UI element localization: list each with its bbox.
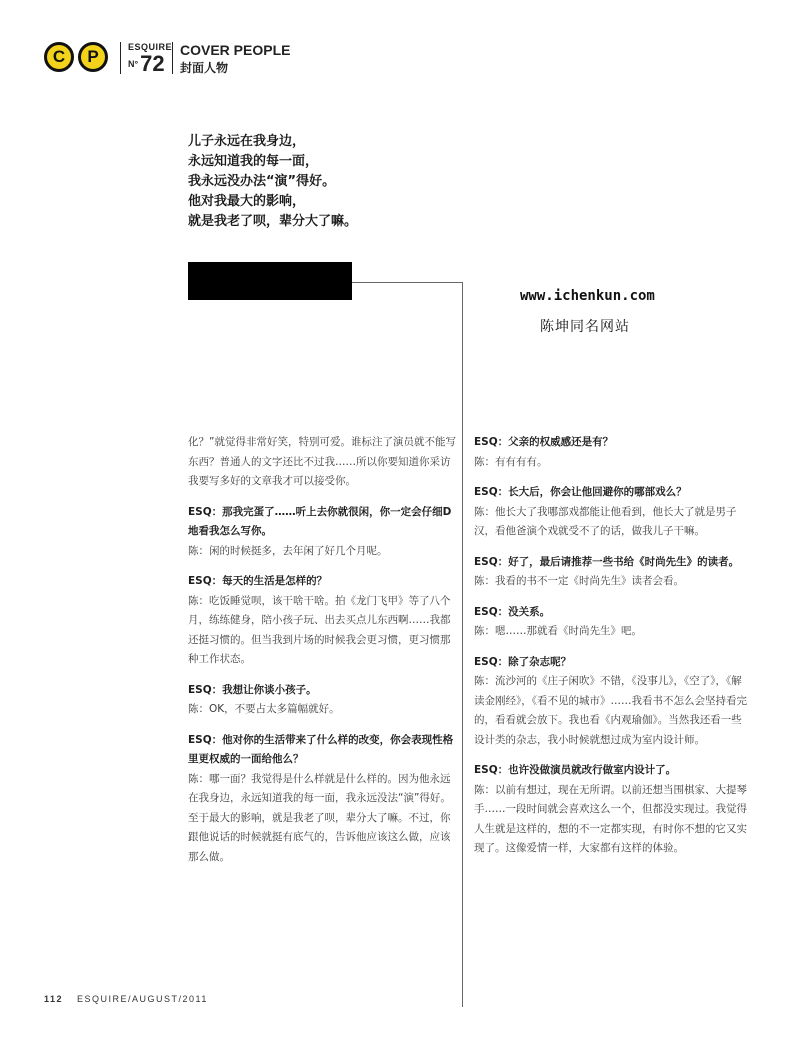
qa-block <box>474 433 749 472</box>
qa-block <box>188 681 456 720</box>
pull-quote-line: 就是我老了呗，辈分大了嘛。 <box>188 214 358 229</box>
page-footer <box>44 994 208 1004</box>
question: ESQ：我想让你谈小孩子。 <box>188 683 317 696</box>
intro-paragraph: 化？”就觉得非常好笑，特别可爱。谁标注了演员就不能写东西？普通人的文字还比不过我……所以你要知道你采访我要写多好的文章我才可以接受你。 <box>188 436 456 487</box>
magazine-name: ESQUIRE <box>128 42 173 52</box>
answer: 陈：流沙河的《庄子闲吹》不错，《没事儿》，《空了》，《解读金刚经》，《看不见的城市》……我看书不怎么会坚持看完的，看看就会放下。我也看《内观瑜伽》。当然我还看一些设计类的杂志，我小时候就想过成为室内设计师。 <box>474 675 747 746</box>
answer: 陈：有有有有。 <box>474 455 548 468</box>
header-divider-2 <box>172 42 173 74</box>
question: ESQ：父亲的权威感还是有？ <box>474 436 614 448</box>
question: ESQ：也许没做演员就改行做室内设计了。 <box>474 764 677 776</box>
question: ESQ：除了杂志呢？ <box>474 655 572 668</box>
answer: 陈：OK，不要占太多篇幅就好。 <box>188 703 340 715</box>
question: ESQ：长大后，你会让他回避你的哪部戏么？ <box>474 486 687 498</box>
question: ESQ：每天的生活是怎样的？ <box>188 575 328 587</box>
qa-block <box>474 483 749 542</box>
pull-quote-line: 他对我最大的影响， <box>188 194 306 209</box>
question: ESQ：那我完蛋了……听上去你就很闲，你一定会仔细D地看我怎么写你。 <box>188 505 452 537</box>
right-column <box>474 433 749 870</box>
question: ESQ：没关系。 <box>474 605 551 618</box>
column-rule-horizontal <box>352 282 462 283</box>
issue-number: $^{N^\circ}$72 <box>128 51 165 76</box>
pull-quote <box>188 132 488 232</box>
question: ESQ：好了，最后请推荐一些书给《时尚先生》的读者。 <box>474 555 740 568</box>
column-rule-vertical <box>462 282 463 1007</box>
page-number: 112 <box>44 994 64 1004</box>
section-title-zh: 封面人物 <box>180 61 229 75</box>
pull-quote-line: 永远知道我的每一面， <box>188 154 319 169</box>
qa-block <box>474 553 749 592</box>
answer: 陈：吃饭睡觉呗，该干啥干啥。拍《龙门飞甲》等了八个月，练练健身，陪小孩子玩、出去买点儿东西啊……我都还挺习惯的。但当我到片场的时候我会更习惯，更习惯那种工作状态。 <box>188 594 451 665</box>
answer: 陈：以前有想过，现在无所谓。以前还想当围棋家、大提琴手……一段时间就会喜欢这么一个，但都没实现过。我觉得人生就是这样的，想的不一定都实现，有时你不想的它又实现了。这像爱情一样，大家都有这样的体验。 <box>474 783 747 854</box>
left-column <box>188 433 456 878</box>
question: ESQ：他对你的生活带来了什么样的改变，你会表现性格里更权威的一面给他么？ <box>188 733 454 765</box>
section-title-en: COVER PEOPLE <box>180 42 291 58</box>
qa-block <box>188 731 456 868</box>
pull-quote-line: 儿子永远在我身边， <box>188 134 306 149</box>
pull-quote-line: 我永远没办法“演”得好。 <box>188 174 336 189</box>
qa-block <box>188 572 456 670</box>
header-divider <box>120 42 121 74</box>
cover-people-p-badge: P <box>78 42 108 72</box>
answer: 陈：哪一面？我觉得是什么样就是什么样的。因为他永远在我身边，永远知道我的每一面，我永远没法“演”得好。至于最大的影响，就是我老了呗，辈分大了嘛。不过，你跟他说话的时候就挺有底气的，告诉他应该这么做，应该那么做。 <box>188 772 451 863</box>
answer: 陈：闲的时候挺多，去年闲了好几个月呢。 <box>188 544 388 557</box>
qa-block <box>188 503 456 562</box>
qa-block <box>474 653 749 751</box>
answer: 陈：嗯……那就看《时尚先生》吧。 <box>474 625 642 637</box>
qa-block <box>474 603 749 642</box>
cover-people-c-badge: C <box>44 42 74 72</box>
answer: 陈：我看的书不一定《时尚先生》读者会看。 <box>474 575 684 587</box>
redaction-block <box>188 262 352 300</box>
issue-info: ESQUIRE/AUGUST/2011 <box>77 994 208 1004</box>
watermark-site-name: 陈坤同名网站 <box>540 319 630 335</box>
watermark-url[interactable]: www.ichenkun.com <box>520 288 655 304</box>
qa-block <box>474 761 749 859</box>
answer: 陈：他长大了我哪部戏都能让他看到，他长大了就是男子汉，看他爸演个戏就受不了的话，做我儿子干嘛。 <box>474 505 737 537</box>
